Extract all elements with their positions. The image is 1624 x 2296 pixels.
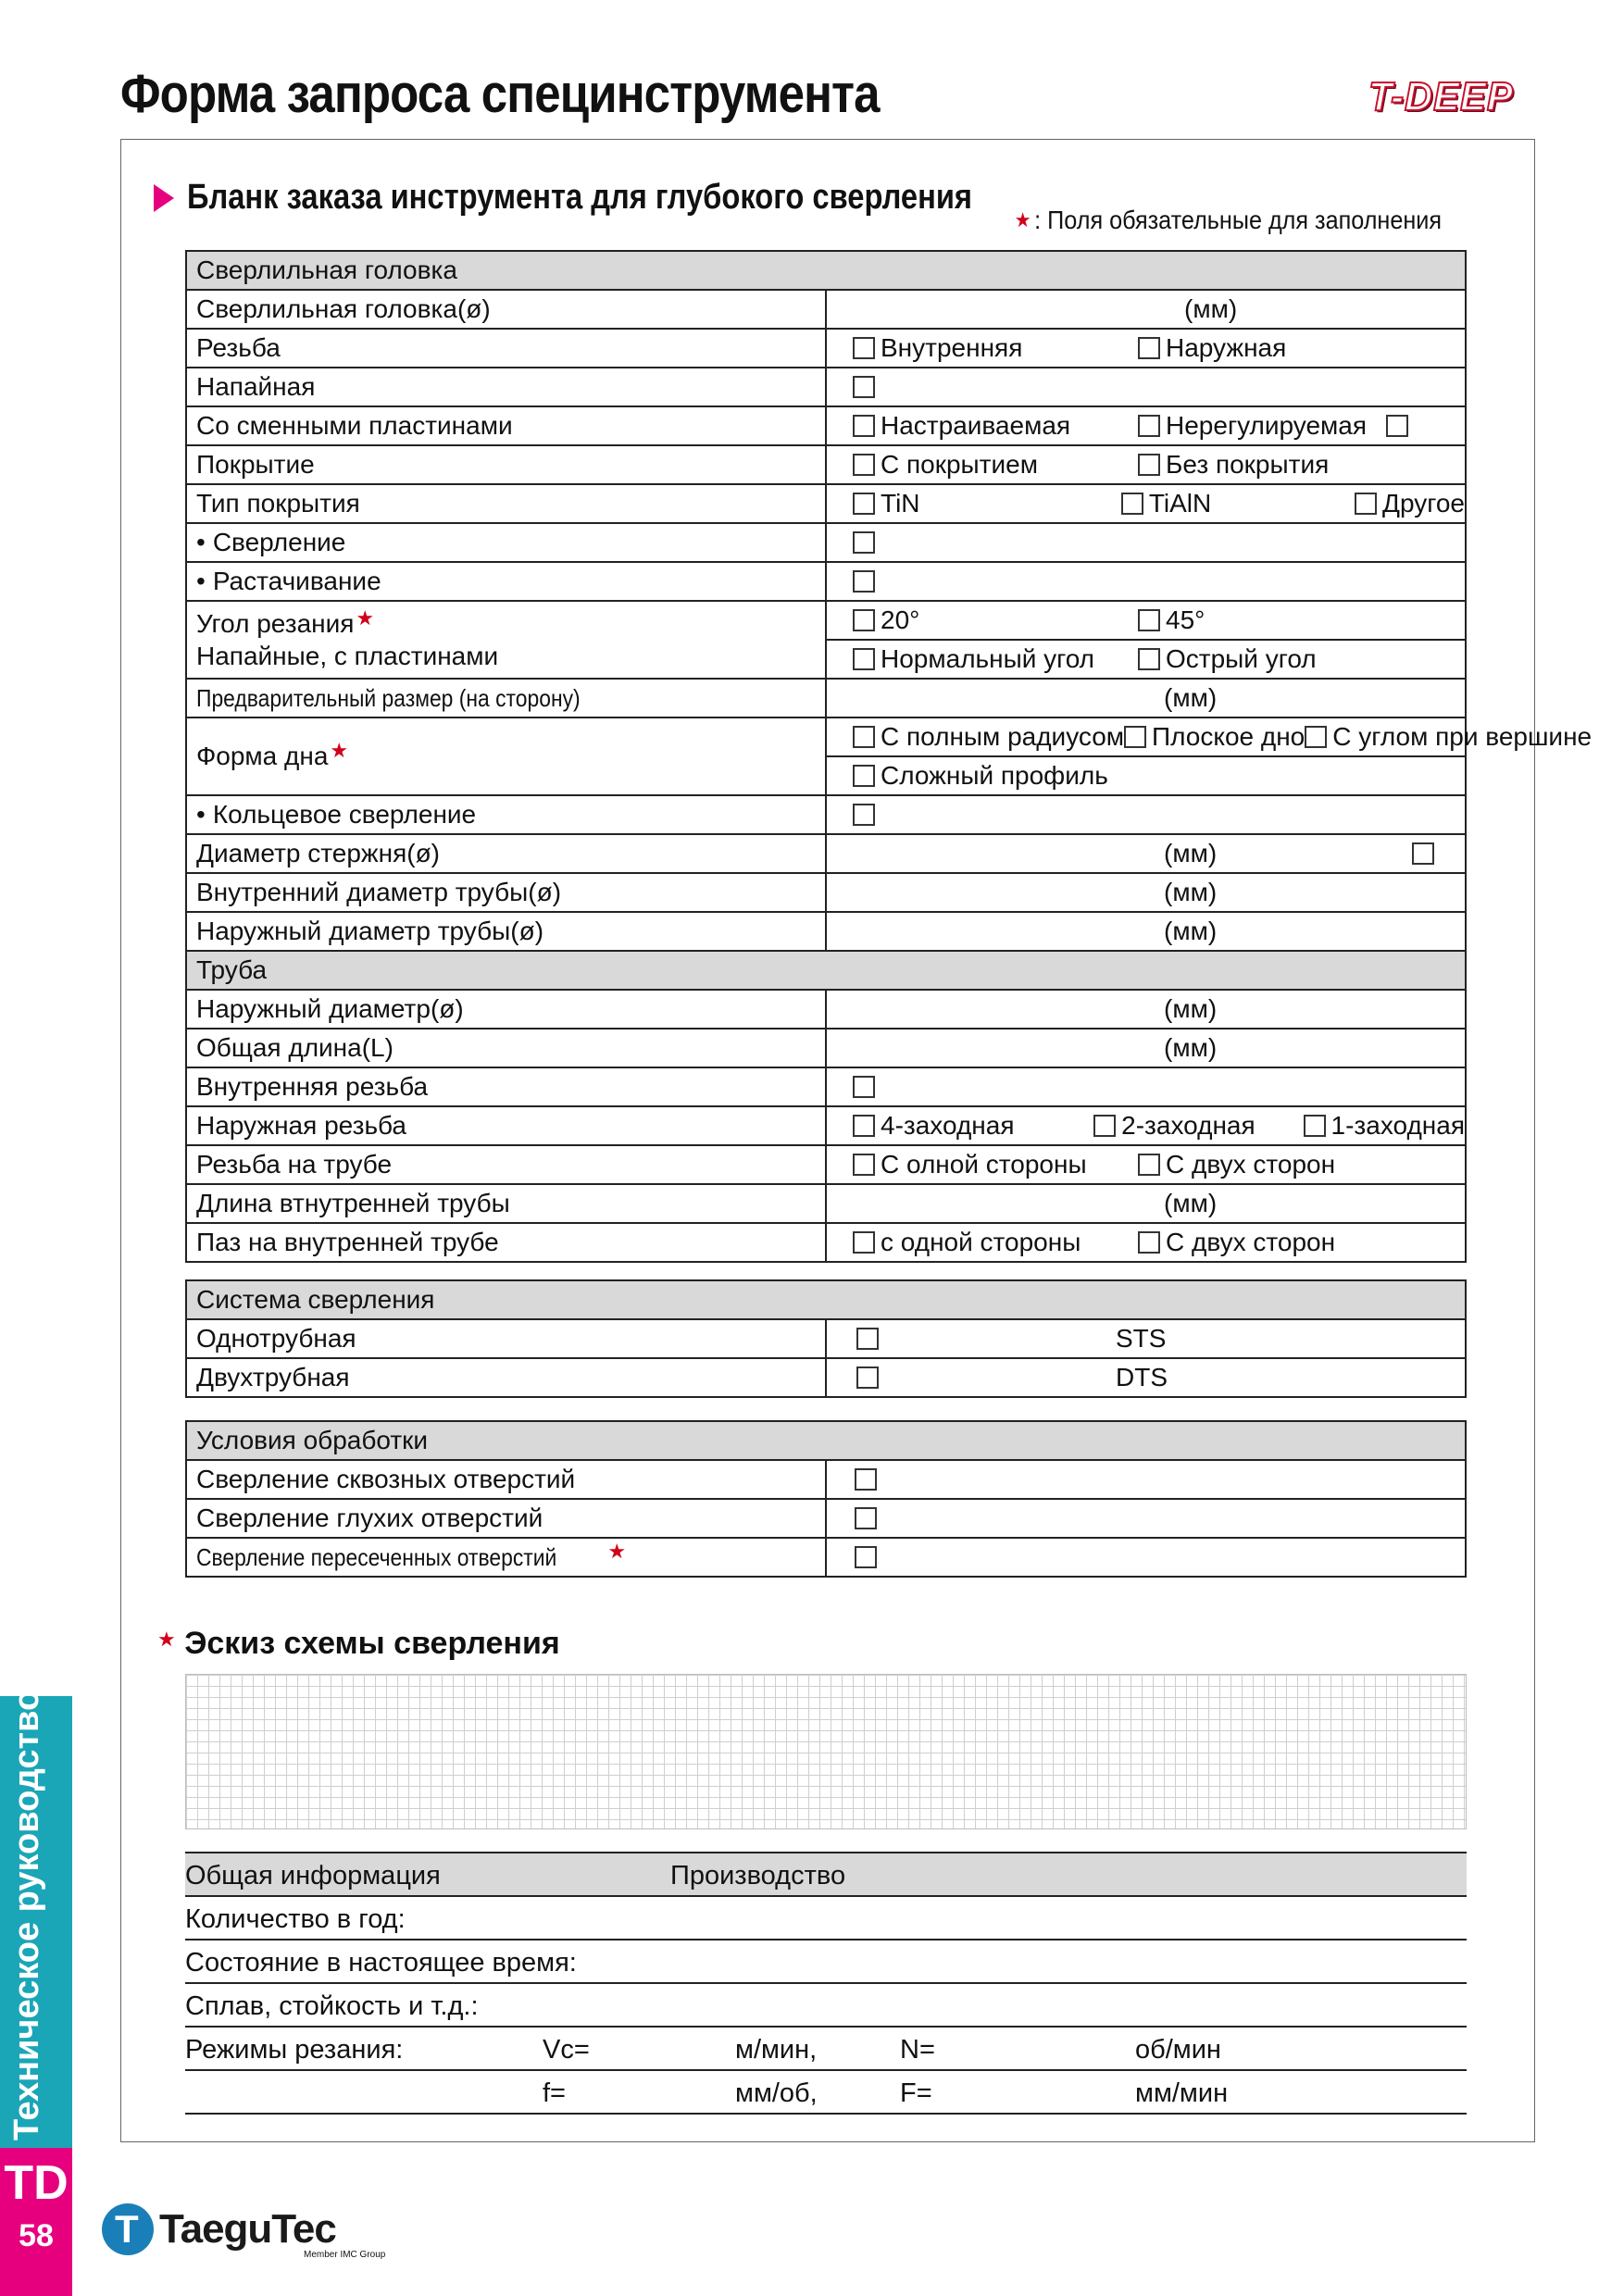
- drilling-system-table: [185, 1279, 1467, 1398]
- option-label: Нормальный угол: [881, 644, 1095, 673]
- checkbox[interactable]: [1138, 1154, 1160, 1176]
- checkbox[interactable]: [1305, 726, 1327, 748]
- row-label: Диаметр стержня(ø): [186, 834, 826, 873]
- row-label: Наружная резьба: [186, 1106, 826, 1145]
- option-label: Настраиваемая: [881, 411, 1071, 440]
- row-label: Внутренняя резьба: [186, 1067, 826, 1106]
- option-label: Без покрытия: [1166, 450, 1330, 479]
- length-input[interactable]: (мм): [826, 1029, 1466, 1067]
- row-label: Однотрубная: [186, 1319, 826, 1358]
- table-row: [186, 329, 1466, 368]
- option-label: 45°: [1166, 605, 1206, 634]
- row-label: Тип покрытия: [186, 484, 826, 523]
- checkbox[interactable]: [853, 570, 875, 593]
- option-label: Сложный профиль: [881, 761, 1108, 790]
- row-label: Общая длина(L): [186, 1029, 826, 1067]
- table-row: [186, 523, 1466, 562]
- page-number: 58: [19, 2218, 54, 2253]
- row-label: Двухтрубная: [186, 1358, 826, 1397]
- option-label: С углом при вершине: [1332, 722, 1593, 751]
- row-label: Угол резания★ Напайные, с пластинами: [186, 601, 826, 679]
- sketch-grid[interactable]: [185, 1674, 1467, 1829]
- table-row: [186, 290, 1466, 329]
- option-label: Нерегулируемая: [1166, 411, 1368, 440]
- drilling-head-table: [185, 250, 1593, 1263]
- table-row: [186, 1460, 1466, 1499]
- row-label: Внутренний диаметр трубы(ø): [186, 873, 826, 912]
- checkbox[interactable]: [1355, 493, 1377, 515]
- pre-size-input[interactable]: (мм): [826, 679, 1466, 718]
- checkbox[interactable]: [853, 765, 875, 787]
- taegutec-logo: T TaeguTec Member IMC Group: [102, 2203, 336, 2255]
- table-row: [186, 1358, 1466, 1397]
- checkbox[interactable]: [853, 726, 875, 748]
- required-star-icon: ★: [356, 606, 375, 630]
- option-label: TiN: [881, 489, 920, 518]
- table-row: [186, 484, 1466, 523]
- row-label: Резьба на трубе: [186, 1145, 826, 1184]
- taegutec-logo-icon: [102, 2203, 154, 2255]
- page-title: Форма запроса специнструмента: [120, 64, 880, 124]
- alloy-line[interactable]: Сплав, стойкость и т.д.:: [185, 1984, 1467, 2028]
- od-input[interactable]: (мм): [826, 990, 1466, 1029]
- table-row: [186, 795, 1466, 834]
- table-row: [186, 1106, 1466, 1145]
- general-header: Общая информация Производство: [185, 1852, 1467, 1897]
- table-row: [186, 406, 1466, 445]
- table-row: [186, 1029, 1466, 1067]
- table-row: [186, 1499, 1466, 1538]
- table-row: [186, 873, 1466, 912]
- checkbox[interactable]: [853, 531, 875, 554]
- checkbox[interactable]: [1138, 609, 1160, 631]
- row-label: Сверлильная головка(ø): [186, 290, 826, 329]
- row-label: Сверление сквозных отверстий: [186, 1460, 826, 1499]
- checkbox[interactable]: [1138, 337, 1160, 359]
- checkbox[interactable]: [853, 376, 875, 398]
- option-label: 1-заходная: [1330, 1111, 1465, 1140]
- section-code: TD: [4, 2156, 69, 2210]
- option-label: С двух сторон: [1166, 1228, 1336, 1256]
- triangle-bullet-icon: [154, 184, 174, 212]
- table-row: [186, 1067, 1466, 1106]
- checkbox[interactable]: [853, 337, 875, 359]
- row-label: Форма дна★: [186, 718, 826, 795]
- section-code-box: [0, 2148, 72, 2296]
- checkbox[interactable]: [853, 1154, 875, 1176]
- option-label: С полным радиусом: [881, 722, 1125, 751]
- option-label: с одной стороны: [881, 1228, 1081, 1256]
- required-star-icon: ★: [157, 1628, 176, 1651]
- row-label: Паз на внутренней трубе: [186, 1223, 826, 1262]
- row-label: • Сверление: [186, 523, 826, 562]
- checkbox[interactable]: [853, 1076, 875, 1098]
- table-row: [186, 445, 1466, 484]
- table-row: [186, 912, 1466, 951]
- option-label: 20°: [881, 605, 920, 634]
- sketch-title: ★ Эскиз схемы сверления: [157, 1626, 560, 1661]
- checkbox[interactable]: [855, 1468, 877, 1491]
- table-row: [186, 1184, 1466, 1223]
- qty-line[interactable]: Количество в год:: [185, 1897, 1467, 1940]
- row-label: Наружный диаметр трубы(ø): [186, 912, 826, 951]
- checkbox[interactable]: [1138, 648, 1160, 670]
- checkbox[interactable]: [856, 1366, 879, 1389]
- table-row: [186, 679, 1466, 718]
- checkbox[interactable]: [853, 415, 875, 437]
- table-header: Сверлильная головка: [186, 251, 1466, 290]
- checkbox[interactable]: [1093, 1115, 1116, 1137]
- table-row: [186, 601, 1466, 640]
- conditions-table: [185, 1420, 1467, 1578]
- table-header: Система сверления: [186, 1280, 1466, 1319]
- system-code: DTS: [1116, 1363, 1168, 1391]
- table-row: [186, 1319, 1466, 1358]
- checkbox[interactable]: [1412, 842, 1434, 865]
- checkbox[interactable]: [853, 454, 875, 476]
- brand-logo: T-DEEP: [1368, 74, 1514, 119]
- option-label: Другое: [1382, 489, 1465, 518]
- checkbox[interactable]: [1124, 726, 1146, 748]
- table-row: [186, 834, 1466, 873]
- checkbox[interactable]: [1386, 415, 1408, 437]
- table-row: [186, 562, 1466, 601]
- row-label: • Кольцевое сверление: [186, 795, 826, 834]
- system-code: STS: [1116, 1324, 1167, 1353]
- required-note: ★ : Поля обязательные для заполнения: [1014, 206, 1442, 234]
- cutting-modes-line[interactable]: Режимы резания: Vc= м/мин, N= об/мин: [185, 2028, 1467, 2071]
- option-label: С двух сторон: [1166, 1150, 1336, 1179]
- checkbox[interactable]: [853, 609, 875, 631]
- general-info: [185, 1852, 1467, 2115]
- table-row: [186, 368, 1466, 406]
- row-label: Предварительный размер (на сторону): [186, 679, 826, 718]
- checkbox[interactable]: [1304, 1115, 1326, 1137]
- row-label: Со сменными пластинами: [186, 406, 826, 445]
- section-title: Бланк заказа инструмента для глубокого сверления: [187, 178, 973, 217]
- option-label: Наружная: [1166, 333, 1287, 362]
- star-icon: ★: [1014, 208, 1031, 231]
- rod-input[interactable]: (мм): [826, 834, 1466, 873]
- inner-length-input[interactable]: (мм): [826, 1184, 1466, 1223]
- option-label: Внутренняя: [881, 333, 1023, 362]
- feed-line[interactable]: f= мм/об, F= мм/мин: [185, 2071, 1467, 2115]
- checkbox[interactable]: [1138, 1231, 1160, 1254]
- table-row: [186, 1538, 1466, 1577]
- required-star-icon: ★: [330, 739, 349, 762]
- row-label: Наружный диаметр(ø): [186, 990, 826, 1029]
- row-label: Длина втнутренней трубы: [186, 1184, 826, 1223]
- table-row: [186, 990, 1466, 1029]
- checkbox[interactable]: [853, 804, 875, 826]
- section-header: [154, 178, 1100, 218]
- checkbox[interactable]: [1138, 454, 1160, 476]
- option-label: С покрытием: [881, 450, 1038, 479]
- row-label: Сверление пересеченных отверстий ★: [186, 1538, 826, 1577]
- required-star-icon: ★: [607, 1540, 627, 1563]
- checkbox[interactable]: [856, 1328, 879, 1350]
- option-label: 4-заходная: [881, 1111, 1015, 1140]
- row-label: Напайная: [186, 368, 826, 406]
- table-row: [186, 1223, 1466, 1262]
- row-label: Сверление глухих отверстий: [186, 1499, 826, 1538]
- side-tab-label: Техническое руководство: [7, 1689, 46, 2140]
- table-header: Условия обработки: [186, 1421, 1466, 1460]
- option-label: Плоское дно: [1152, 722, 1305, 751]
- checkbox[interactable]: [853, 493, 875, 515]
- state-line[interactable]: Состояние в настоящее время:: [185, 1940, 1467, 1984]
- checkbox[interactable]: [853, 648, 875, 670]
- option-label: TiAlN: [1148, 489, 1212, 518]
- tube-outer-input[interactable]: (мм): [826, 912, 1466, 951]
- checkbox[interactable]: [853, 1231, 875, 1254]
- option-label: Острый угол: [1166, 644, 1317, 673]
- table-header: Труба: [186, 951, 1466, 990]
- checkbox[interactable]: [1138, 415, 1160, 437]
- table-row: [186, 718, 1466, 756]
- checkbox[interactable]: [1121, 493, 1143, 515]
- option-label: С олной стороны: [881, 1150, 1087, 1179]
- row-label: • Растачивание: [186, 562, 826, 601]
- row-label: Покрытие: [186, 445, 826, 484]
- table-row: [186, 1145, 1466, 1184]
- checkbox[interactable]: [855, 1507, 877, 1529]
- checkbox[interactable]: [853, 1115, 875, 1137]
- option-label: 2-заходная: [1121, 1111, 1255, 1140]
- checkbox[interactable]: [855, 1546, 877, 1568]
- row-label: Резьба: [186, 329, 826, 368]
- dia-input[interactable]: (мм): [826, 290, 1466, 329]
- tube-inner-input[interactable]: (мм): [826, 873, 1466, 912]
